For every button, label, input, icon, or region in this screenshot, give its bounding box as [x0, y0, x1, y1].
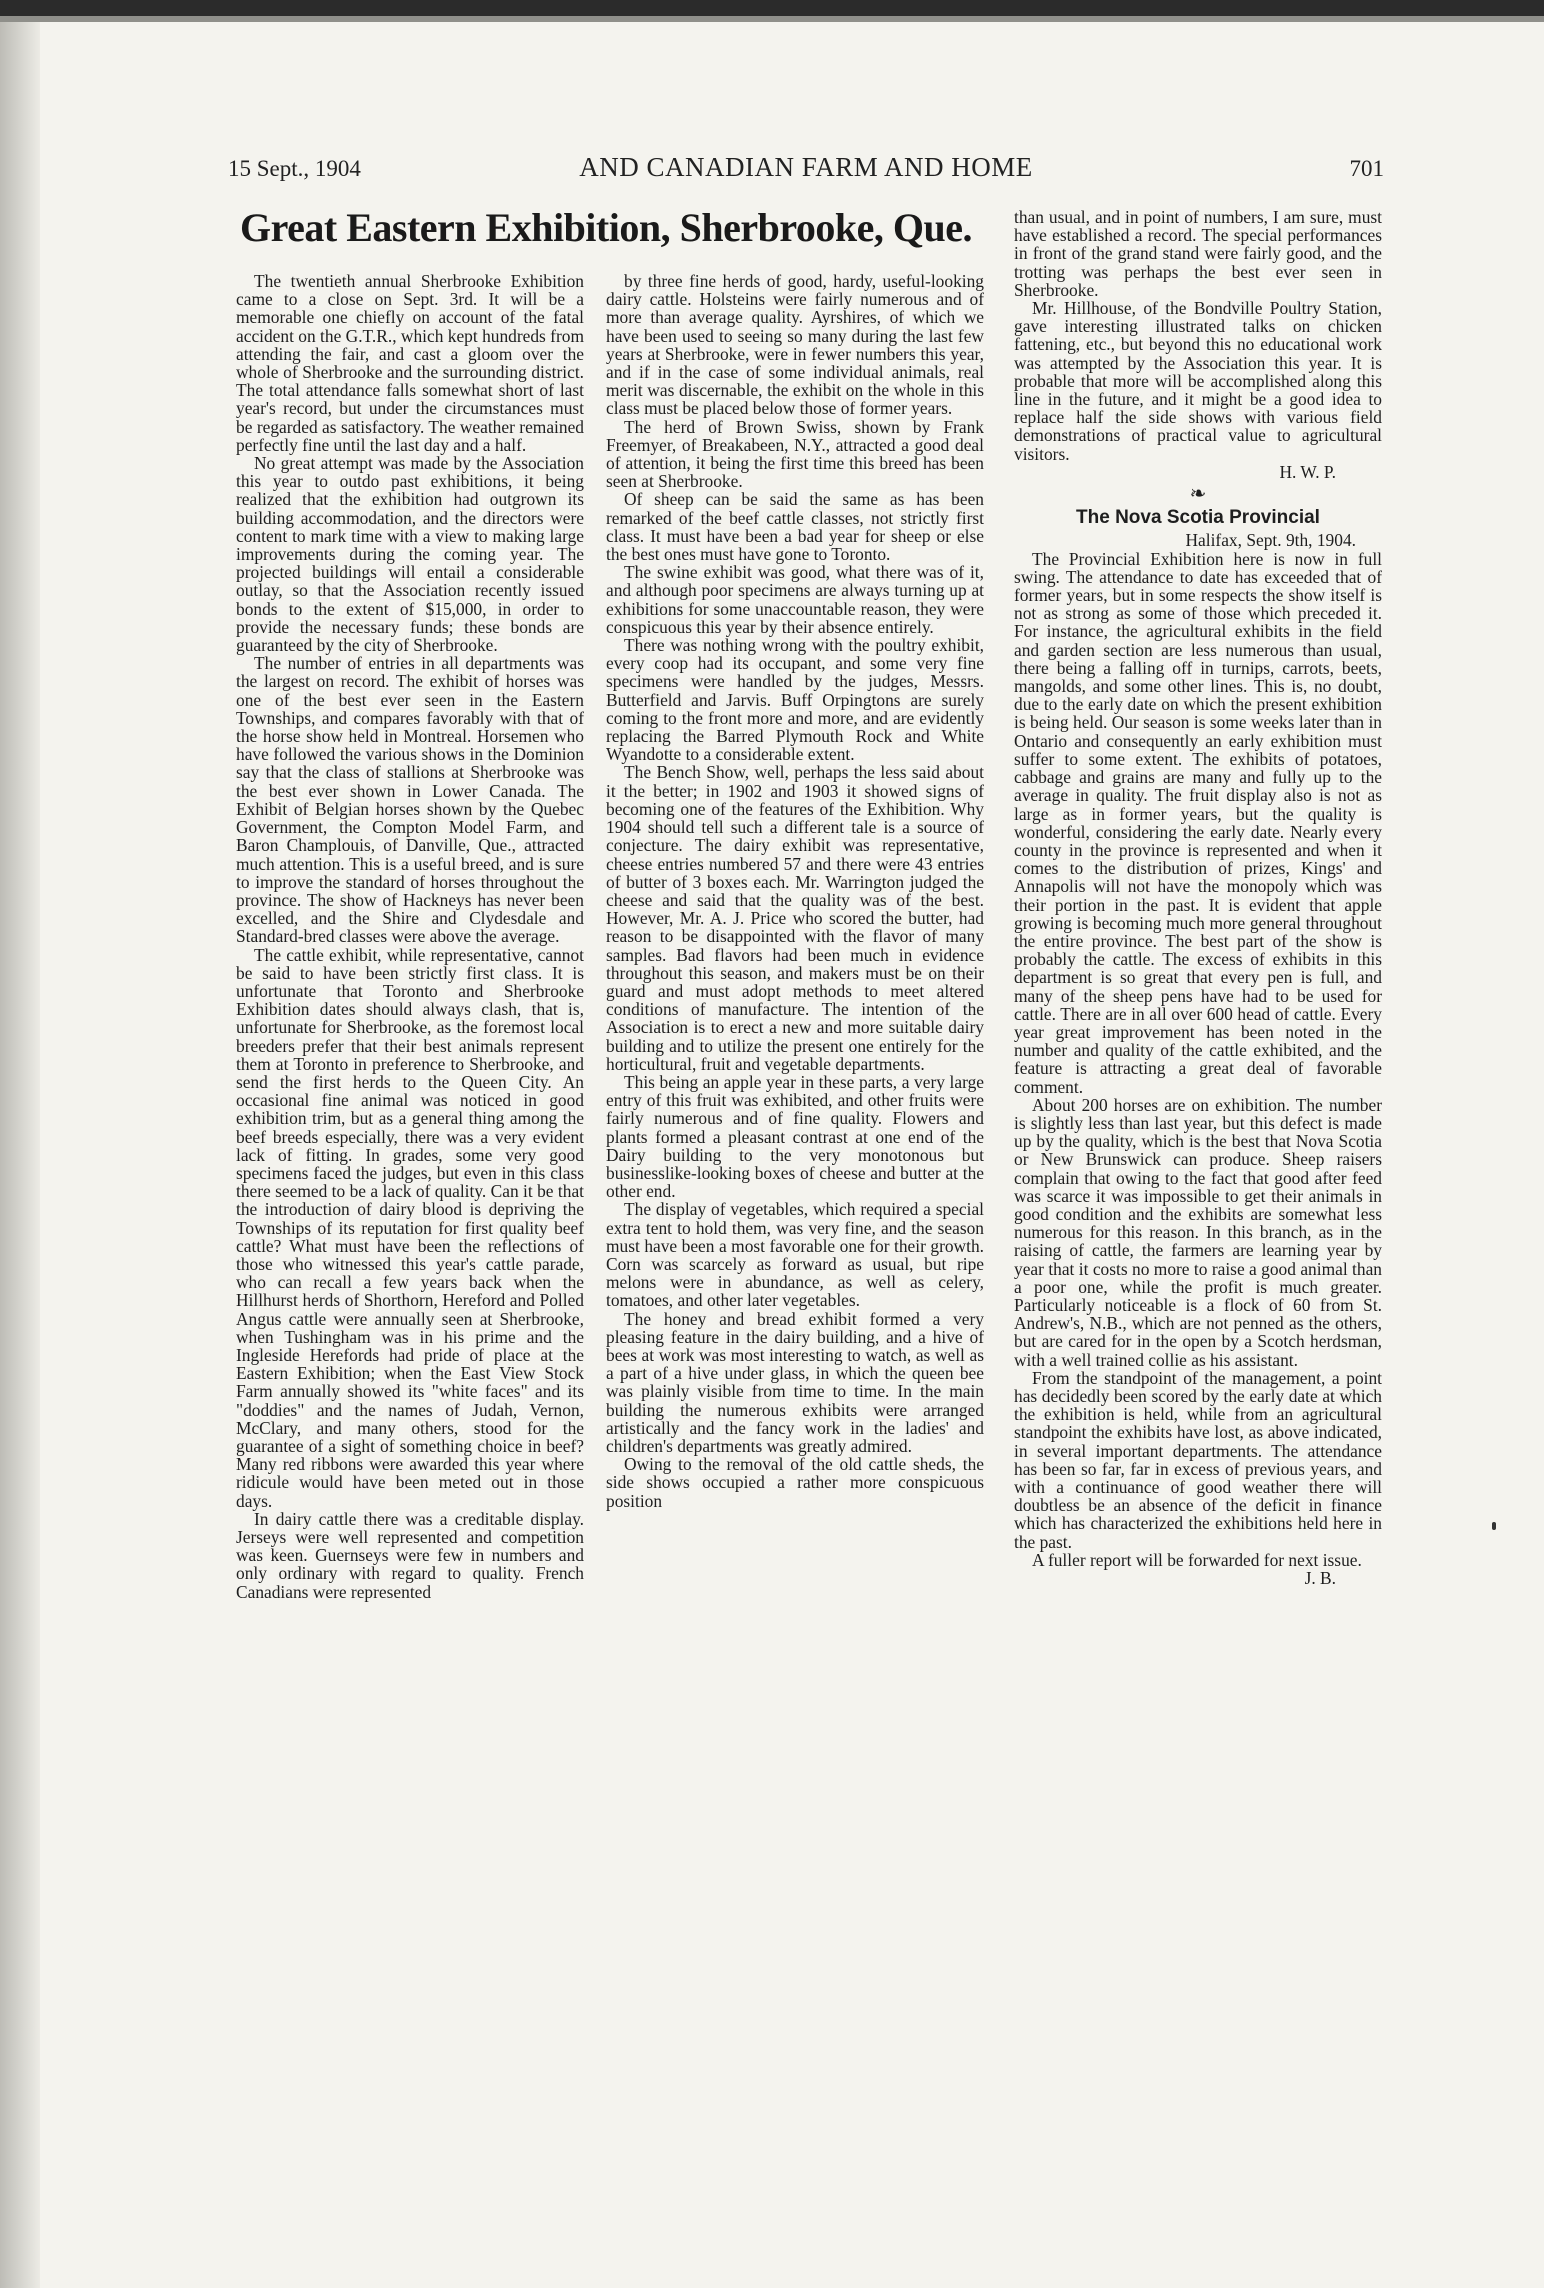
paragraph: The Provincial Exhibition here is now in full swing. The attendance to date has exceeded that of former years, but in some respects the show itself is not as strong as some of those which preceded it. For instance, the agricultural exhibits in the field and garden section are less numerous than usual, there being a falling off in turnips, carrots, beets, mangolds, and some other lines. This is, no doubt, due to the early date on which the present exhibition is being held. Our season is some weeks later than in Ontario and consequently an early exhibition must suffer to some extent. The exhibits of potatoes, cabbage and grains are many and fully up to the average in quality. The fruit display also is not as large as in former years, but the quality is wonderful, considering the early date. Nearly every county in the province is represented and when it comes to the distribution of prizes, Kings' and Annapolis will not have the monopoly which was their portion in the past. It is evident that apple growing is becoming much more general throughout the entire province. The best part of the show is probably the cattle. The excess of exhibits in this department is so great that every pen is full, and many of the sheep pens have had to be used for cattle. There are in all over 600 head of cattle. Every year great improvement has been noted in the number and quality of the cattle exhibited, and the feature is attracting a great deal of favorable comment.: [1014, 548, 1382, 1097]
column-1: [236, 272, 584, 2138]
paragraph: There was nothing wrong with the poultry exhibit, every coop had its occupant, and some very fine specimens were handled by the judges, Messrs. Butterfield and Jarvis. Buff Orpingtons are surely coming to the front more and more, and are evidently replacing the Barred Plymouth Rock and White Wyandotte to a considerable extent.: [606, 635, 984, 765]
signature-line: [1014, 463, 1382, 481]
paragraph: The number of entries in all departments was the largest on record. The exhibit of horses was one of the best ever seen in the Eastern Townships, and compares favorably with that of the horse show held in Montreal. Horsemen who have followed the various shows in the Dominion say that the class of stallions at Sherbrooke was the best ever shown in Lower Canada. The Exhibit of Belgian horses shown by the Quebec Government, the Compton Model Farm, and Baron Champlouis, of Danville, Que., attracted much attention. This is a useful breed, and is sure to improve the standard of horses throughout the province. The show of Hackneys has never been excelled, and the Shire and Clydesdale and Standard-bred classes were above the average.: [236, 653, 584, 947]
article2-dateline: Halifax, Sept. 9th, 1904.: [1185, 530, 1356, 551]
paragraph: In dairy cattle there was a creditable display. Jerseys were well represented and competition was keen. Guernseys were few in numbers and only ordinary with regard to quality. French Canadians were represented: [236, 1508, 584, 1602]
fleuron-ornament-icon: ❧: [1189, 483, 1207, 506]
paragraph: The display of vegetables, which required a special extra tent to hold them, was very fine, and the season must have been a most favorable one for their growth. Corn was scarcely as forward as usual, but ripe melons were in abundance, as well as celery, tomatoes, and other later vegetables.: [606, 1199, 984, 1311]
column-2: [606, 272, 984, 2138]
signature-line: [1014, 1551, 1382, 1569]
paragraph: The honey and bread exhibit formed a very pleasing feature in the dairy building, and a hive of bees at work was most interesting to watch, as well as a part of a hive under glass, in which the queen bee was plainly visible from time to time. In the main building the numerous exhibits were arranged artistically and the fancy work in the ladies' and children's departments was greatly admired.: [606, 1308, 984, 1456]
paragraph: No great attempt was made by the Association this year to outdo past exhibitions, it being realized that the exhibition had outgrown its building accommodation, and the directors were content to mark time with a view to making large improvements during the coming year. The projected buildings will entail a considerable outlay, so that the Association recently issued bonds to the extent of $15,000, in order to provide the necessary funds; these bonds are guaranteed by the city of Sherbrooke.: [236, 453, 584, 656]
header-date: 15 Sept., 1904: [228, 156, 361, 181]
article2-signature: J. B.: [1304, 1568, 1336, 1589]
paragraph: The cattle exhibit, while representative, cannot be said to have been strictly first class. It is unfortunate that Toronto and Sherbrooke Exhibition dates should always clash, that is, unfortunate for Sherbrooke, as the foremost local breeders prefer that their best animals represent them at Toronto in preference to Sherbrooke, and send the first herds to the Queen City. An occasional fine animal was noticed in good exhibition trim, but as a general thing among the beef breeds especially, there was a very evident lack of fitting. In grades, some very good specimens faced the judges, but even in this class there seemed to be a lack of quality. Can it be that the introduction of dairy blood is depriving the Townships of its reputation for first quality beef cattle? What must have been the reflections of those who witnessed this year's cattle parade, who can recall a few years back when the Hillhurst herds of Shorthorn, Hereford and Polled Angus cattle were annually seen at Sherbrooke, when Tushingham was in his prime and the Ingleside Herefords had pride of place at the Eastern Exhibition; when the East View Stock Farm annually showed its "white faces" and its "doddies" and the names of Judah, Vernon, McClary, and many others, stood for the guarantee of a sight of something choice in beef? Many red ribbons were awarded this year where ridicule would have been meted out in those days.: [236, 944, 584, 1511]
paragraph: A fuller report will be forwarded for next issue.: [1032, 1549, 1362, 1570]
paragraph: than usual, and in point of numbers, I am sure, must have established a record. The special performances in front of the grand stand were fairly good, and the trotting was perhaps the best ever seen in Sherbrooke.: [1014, 208, 1382, 300]
paragraph: Of sheep can be said the same as has been remarked of the beef cattle classes, not strictly first class. It must have been a bad year for sheep or else the best ones must have gone to Toronto.: [606, 489, 984, 565]
paragraph: The twentieth annual Sherbrooke Exhibition came to a close on Sept. 3rd. It will be a memorable one chiefly on account of the fatal accident on the G.T.R., which kept hundreds from attending the fair, and cast a gloom over the whole of Sherbrooke and the surrounding district. The total attendance falls somewhat short of last year's record, but under the circumstances must be regarded as satisfactory. The weather remained perfectly fine until the last day and a half.: [236, 272, 584, 455]
paragraph: From the standpoint of the management, a point has decidedly been scored by the early date at which the exhibition is held, while from an agricultural standpoint the exhibits have lost, as above indicated, in several important departments. The attendance has been so far, far in excess of previous years, and with a continuance of good weather there will doubtless be an absence of the deficit in finance which has characterized the exhibitions held here in the past.: [1014, 1367, 1382, 1552]
paragraph: About 200 horses are on exhibition. The number is slightly less than last year, but this defect is made up by the quality, which is the best that Nova Scotia or New Brunswick can produce. Sheep raisers complain that owing to the fact that good after feed was scarce it was impossible to get their animals in good condition and the exhibits are somewhat less numerous for this reason. In this branch, as in the raising of cattle, the farmers are learning year by year that it costs no more to raise a good animal than a poor one, while the profit is much greater. Particularly noticeable is a flock of 60 from St. Andrew's, N.B., which are not penned as the others, but are cared for in the open by a Scotch herdsman, with a well trained collie as his assistant.: [1014, 1094, 1382, 1370]
header-title: AND CANADIAN FARM AND HOME: [579, 152, 1033, 182]
paragraph: The herd of Brown Swiss, shown by Frank Freemyer, of Breakabeen, N.Y., attracted a good deal of attention, it being the first time this breed has been seen at Sherbrooke.: [606, 416, 984, 492]
paragraph: Owing to the removal of the old cattle sheds, the side shows occupied a rather more conspicuous position: [606, 1454, 984, 1511]
paragraph: Mr. Hillhouse, of the Bondville Poultry Station, gave interesting illustrated talks on chicken fattening, etc., but beyond this no educational work was attempted by the Association this year. It is probable that more will be accomplished along this line in the future, and it might be a good idea to replace half the side shows with various field demonstrations of practical value to agricultural visitors.: [1014, 298, 1382, 464]
paragraph: The Bench Show, well, perhaps the less said about it the better; in 1902 and 1903 it showed signs of becoming one of the features of the Exhibition. Why 1904 should tell such a different tale is a source of conjecture. The dairy exhibit was representative, cheese entries numbered 57 and there were 43 entries of butter of 3 boxes each. Mr. Warrington judged the cheese and said that the quality was of the best. However, Mr. A. J. Price who scored the butter, had reason to be disappointed with the flavor of many samples. Bad flavors had been much in evidence throughout this season, and makers must be on their guard and must adopt methods to meet altered conditions of manufacture. The intention of the Association is to erect a new and more suitable dairy building and to utilize the present one entirely for the horticultural, fruit and vegetable departments.: [606, 762, 984, 1074]
article-signature: H. W. P.: [1279, 461, 1336, 482]
column-3: [1014, 208, 1382, 2120]
scan-speck: [1492, 1522, 1496, 1530]
scan-top-border-shadow: [0, 16, 1544, 22]
page-number: 701: [1349, 156, 1384, 181]
article-title: Great Eastern Exhibition, Sherbrooke, Que.: [239, 205, 972, 250]
scan-top-border: [0, 0, 1544, 16]
signature-line: [1014, 1569, 1382, 1587]
paragraph: This being an apple year in these parts, a very large entry of this fruit was exhibited, and other fruits were fairly numerous and of fine quality. Flowers and plants formed a pleasant contrast at one end of the Dairy building to the very monotonous but businesslike-looking boxes of cheese and butter at the other end.: [606, 1071, 984, 1202]
page-binding-edge: [0, 0, 40, 2288]
paragraph: by three fine herds of good, hardy, useful-looking dairy cattle. Holsteins were fairly numerous and of more than average quality. Ayrshires, of which we have been used to seeing so many during the last few years at Sherbrooke, were in fewer numbers this year, and if in the case of some individual animals, real merit was discernable, the exhibit on the whole in this class must be placed below those of former years.: [606, 272, 984, 419]
running-header: [228, 148, 1384, 188]
article2-title: The Nova Scotia Provincial: [1076, 507, 1320, 529]
paragraph: The swine exhibit was good, what there was of it, and although poor specimens are always turning up at exhibitions for some unaccountable reason, they were conspicuous this year by their absence entirely.: [606, 562, 984, 637]
